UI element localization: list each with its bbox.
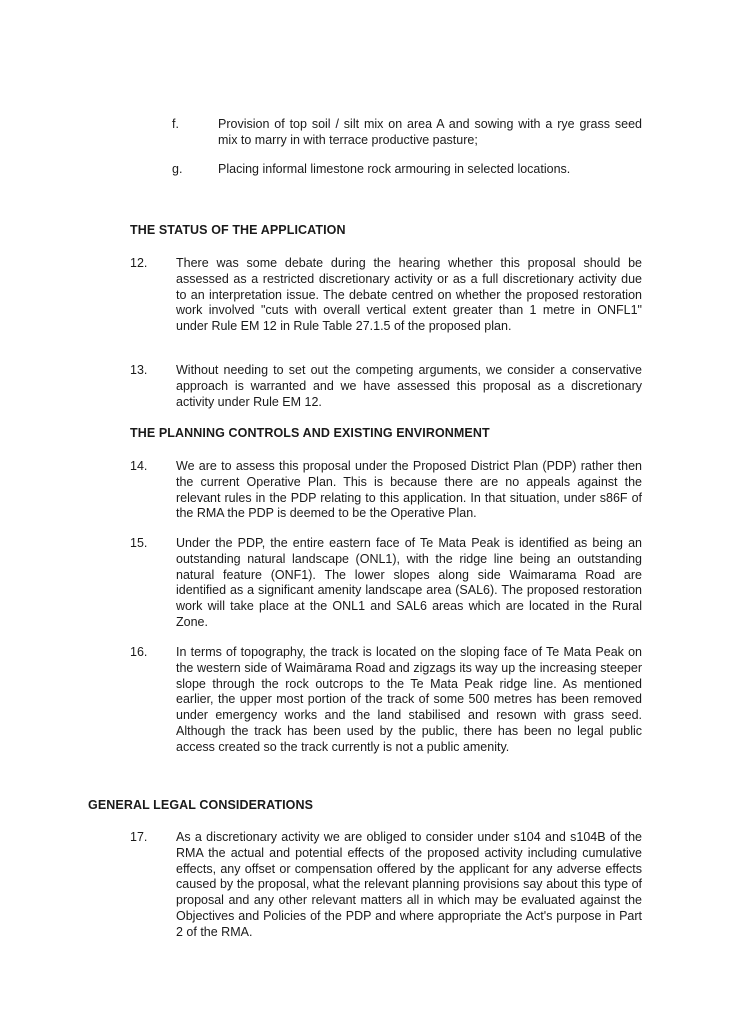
section-heading-planning: THE PLANNING CONTROLS AND EXISTING ENVIRONMENT [130,426,490,440]
list-item-f [172,116,642,148]
paragraph-text: Without needing to set out the competing arguments, we consider a conservative approach is warranted and we have assessed this proposal as a discretionary activity under Rule EM 12. [176,363,642,409]
paragraph-17 [130,830,642,941]
paragraph-number: 12. [130,256,148,270]
paragraph-number: 17. [130,830,148,844]
section-heading-status: THE STATUS OF THE APPLICATION [130,223,346,237]
paragraph-text: There was some debate during the hearing whether this proposal should be assessed as a restricted discretionary activity or as a full discretionary activity due to an interpretation issue. The debate centred on whether the proposed restoration work involved "cuts with overall vertical extent greater than 1 metre in ONFL1" under Rule EM 12 in Rule Table 27.1.5 of the proposed plan. [176,256,642,334]
paragraph-number: 15. [130,536,148,550]
list-item-g [172,161,642,177]
paragraph-text: Under the PDP, the entire eastern face of Te Mata Peak is identified as being an outstanding natural landscape (ONL1), with the ridge line being an outstanding natural feature (ONF1). The lower slopes along side Waimarama Road are identified as a significant amenity landscape area (SAL6). The proposed restoration work will take place at the ONL1 and SAL6 areas which are located in the Rural Zone. [176,536,642,629]
paragraph-text: We are to assess this proposal under the Proposed District Plan (PDP) rather then the current Operative Plan. This is because there are no appeals against the relevant rules in the PDP relating to this application. In that situation, under s86F of the RMA the PDP is deemed to be the Operative Plan. [176,459,642,521]
paragraph-number: 16. [130,645,148,659]
paragraph-text: As a discretionary activity we are obliged to consider under s104 and s104B of the RMA the actual and potential effects of the proposed activity including cumulative effects, any offset or compensation offered by the applicant for any adverse effects caused by the proposal, what the relevant planning provisions say about this type of proposal and any other relevant matters all in which may be evaluated against the Objectives and Policies of the PDP and where appropriate the Act's purpose in Part 2 of the RMA. [176,830,642,939]
paragraph-number: 14. [130,459,148,473]
list-item-label: g. [172,162,183,176]
section-heading-legal: GENERAL LEGAL CONSIDERATIONS [88,798,314,812]
paragraph-16 [130,645,642,756]
paragraph-number: 13. [130,363,148,377]
paragraph-15 [130,536,642,631]
paragraph-14 [130,459,642,522]
list-item-label: f. [172,117,179,131]
list-item-text: Placing informal limestone rock armouring in selected locations. [218,162,571,176]
paragraph-text: In terms of topography, the track is located on the sloping face of Te Mata Peak on the western side of Waimārama Road and zigzags its way up the increasing steeper slope through the rock outcrops to the Te Mata Peak ridge line. As mentioned earlier, the upper most portion of the track of some 500 metres has been removed under emergency works and the land stabilised and resown with grass seed. Although the track has been used by the public, there has been no legal public access created so the track currently is not a public amenity. [176,645,642,754]
paragraph-12 [130,256,642,335]
paragraph-13 [130,363,642,410]
list-item-text: Provision of top soil / silt mix on area A and sowing with a rye grass seed mix to marry in with terrace productive pasture; [218,117,642,147]
